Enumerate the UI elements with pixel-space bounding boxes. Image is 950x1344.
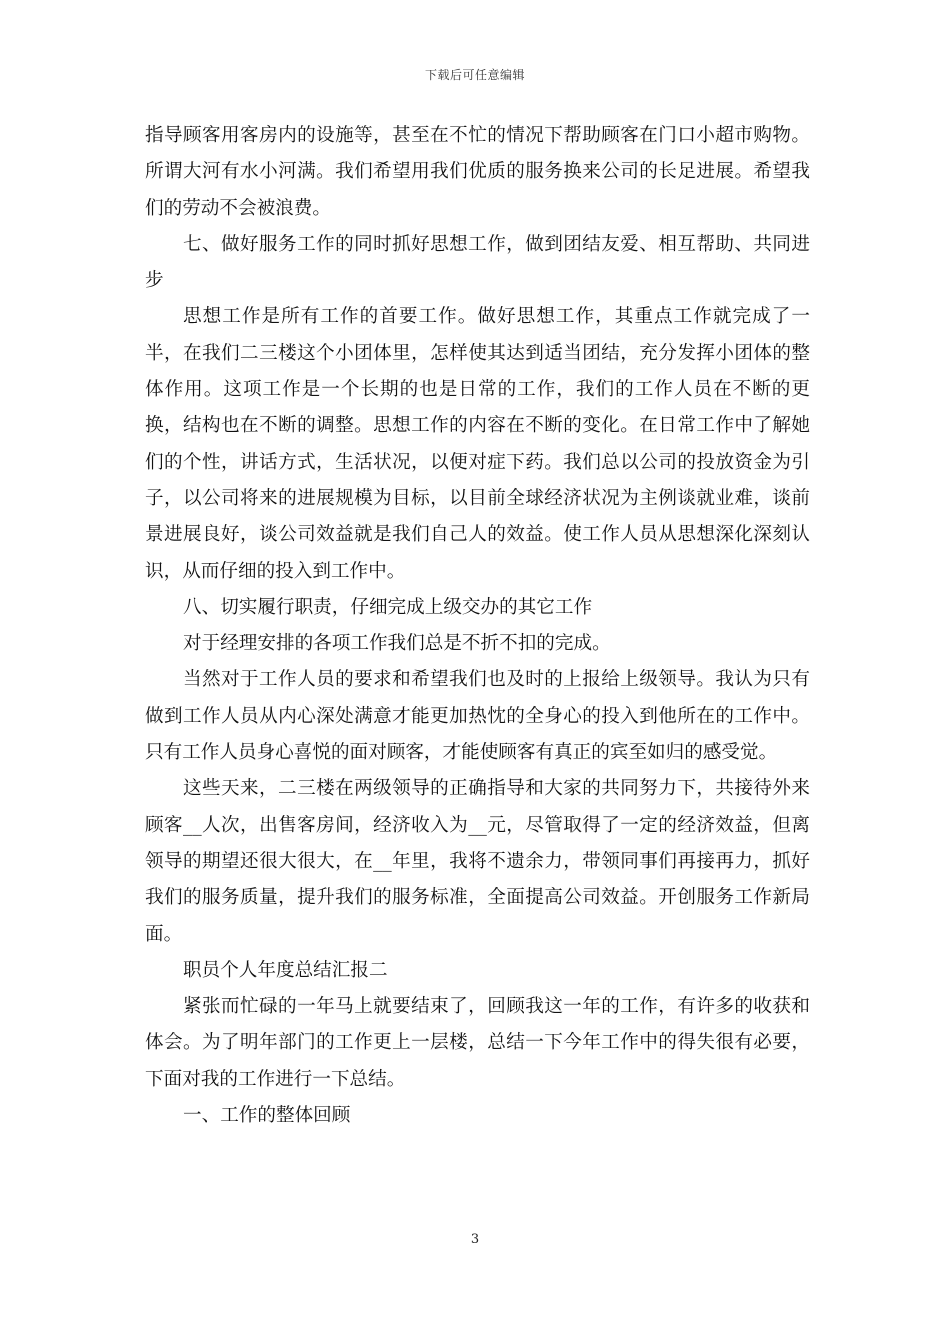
section-heading: 八、切实履行职责，仔细完成上级交办的其它工作 [183,596,593,618]
section-heading: 七、做好服务工作的同时抓好思想工作，做到团结友爱、相互帮助、共同进步 [145,233,810,292]
paragraph: 指导顾客用客房内的设施等，甚至在不忙的情况下帮助顾客在门口小超市购物。所谓大河有水小河满。我们希望用我们优质的服务换来公司的长足进展。希望我们的劳动不会被浪费。 [145,125,810,219]
paragraph: 这些天来，二三楼在两级领导的正确指导和大家的共同努力下，共接待外来顾客__人次，出售客房间，经济收入为__元，尽管取得了一定的经济效益，但离领导的期望还很大很大，在__年里，我将不遗余力，带领同事们再接再力，抓好我们的服务质量，提升我们的服务标准，全面提高公司效益。开创服务工作新局面。 [145,778,810,945]
section-heading: 一、工作的整体回顾 [183,1105,351,1127]
page-number: 3 [470,1232,480,1247]
paragraph: 当然对于工作人员的要求和希望我们也及时的上报给上级领导。我认为只有做到工作人员从内心深处满意才能更加热忱的全身心的投入到他所在的工作中。只有工作人员身心喜悦的面对顾客，才能使顾客有真正的宾至如归的感受觉。 [145,669,810,764]
page-header: 下载后可任意编辑 [424,68,525,82]
paragraph: 思想工作是所有工作的首要工作。做好思想工作，其重点工作就完成了一半，在我们二三楼这个小团体里，怎样使其达到适当团结，充分发挥小团体的整体作用。这项工作是一个长期的也是日常的工作，我们的工作人员在不断的更换，结构也在不断的调整。思想工作的内容在不断的变化。在日常工作中了解她们的个性，讲话方式，生活状况，以便对症下药。我们总以公司的投放资金为引子，以公司将来的进展规模为目标，以目前全球经济状况为主例谈就业难，谈前景进展良好，谈公司效益就是我们自己人的效益。使工作人员从思想深化深刻认识，从而仔细的投入到工作中。 [145,306,810,582]
document-body [145,118,810,1134]
report-title: 职员个人年度总结汇报二 [183,959,388,981]
paragraph: 紧张而忙碌的一年马上就要结束了，回顾我这一年的工作，有许多的收获和体会。为了明年部门的工作更上一层楼，总结一下今年工作中的得失很有必要，下面对我的工作进行一下总结。 [145,996,810,1090]
paragraph: 对于经理安排的各项工作我们总是不折不扣的完成。 [183,633,611,655]
